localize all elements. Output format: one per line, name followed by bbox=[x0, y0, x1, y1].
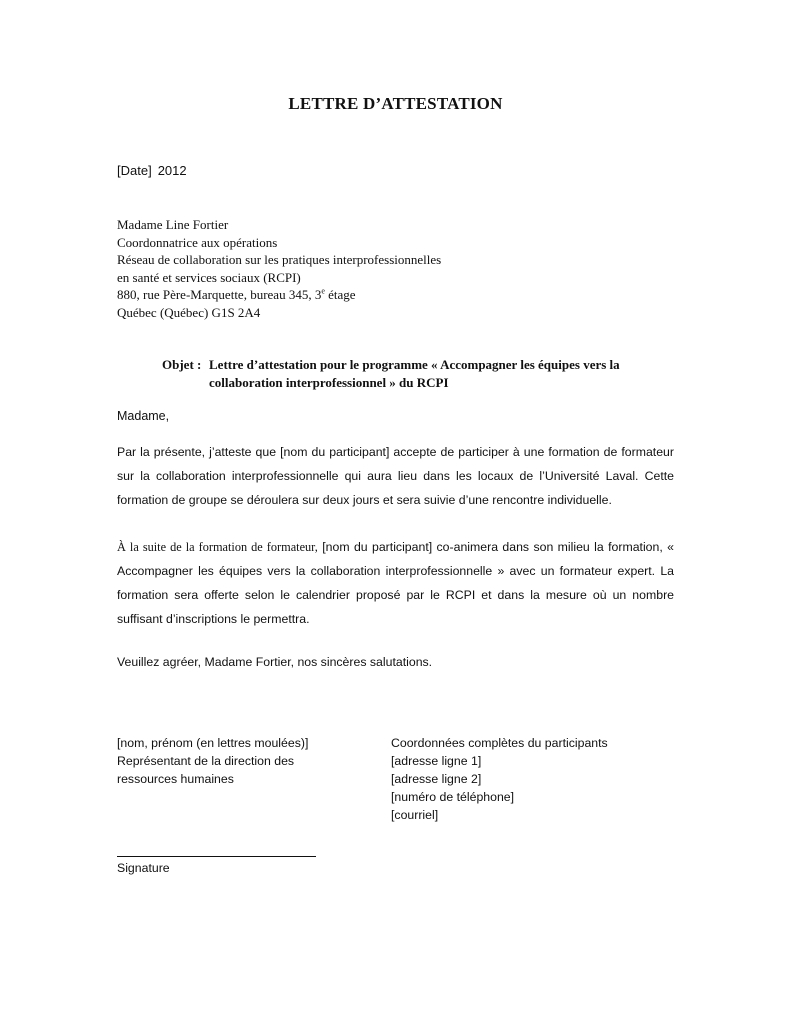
street-floor: étage bbox=[324, 287, 356, 303]
participant-email: [courriel] bbox=[391, 808, 439, 822]
body-paragraph-1: Par la présente, j’atteste que [nom du participant] accepte de participer à une formation de formateur sur la collaboration interprofessionnelle qui aura lieu dans les locaux de l’Université Laval. Cette formation de groupe se déroulera sur deux jours et sera suivie d’une rencontre individuelle. bbox=[117, 445, 674, 507]
participant-address-2: [adresse ligne 2] bbox=[391, 772, 482, 786]
signatory-title-line2: ressources humaines bbox=[117, 772, 234, 786]
paragraph-2-rest: [nom du participant] co-animera dans son milieu la formation, « Accompagner les équipes vers la collaboration interprofessionnelle » avec un formateur expert. La formation sera offerte selon le calendrier proposé par le RCPI et dans la mesure où un nombre suffisant d’inscriptions le permettra. bbox=[117, 540, 674, 626]
participant-contact-block bbox=[391, 734, 608, 824]
subject-label: Objet : bbox=[162, 357, 202, 372]
recipient-city: Québec (Québec) G1S 2A4 bbox=[117, 304, 261, 320]
recipient-name: Madame Line Fortier bbox=[117, 217, 229, 232]
recipient-street bbox=[117, 286, 441, 304]
recipient-org-line2: en santé et services sociaux (RCPI) bbox=[117, 269, 301, 285]
recipient-role: Coordonnatrice aux opérations bbox=[117, 234, 278, 250]
letter-date bbox=[117, 163, 187, 178]
participant-address-1: [adresse ligne 1] bbox=[391, 754, 482, 768]
recipient-address bbox=[117, 216, 441, 322]
participant-phone: [numéro de téléphone] bbox=[391, 790, 515, 804]
street-superscript: e bbox=[321, 287, 325, 297]
paragraph-2-lead: À la suite de la formation de formateur, bbox=[117, 540, 318, 554]
date-year: 2012 bbox=[157, 163, 187, 178]
signature-line bbox=[117, 856, 316, 857]
signatory-block bbox=[117, 734, 308, 788]
signatory-name: [nom, prénom (en lettres moulées)] bbox=[117, 736, 309, 750]
closing-formula: Veuillez agréer, Madame Fortier, nos sincères salutations. bbox=[117, 655, 433, 669]
letter-title: LETTRE D’ATTESTATION bbox=[288, 94, 503, 113]
street-main: 880, rue Père-Marquette, bureau 345, 3 bbox=[117, 287, 322, 303]
recipient-org-line1: Réseau de collaboration sur les pratiques interprofessionnelles bbox=[117, 252, 442, 268]
date-placeholder: [Date] bbox=[117, 163, 152, 178]
subject-text: Lettre d’attestation pour le programme « Accompagner les équipes vers la collaboration interprofessionnel » du RCPI bbox=[209, 357, 620, 390]
body-paragraph-2 bbox=[117, 535, 674, 631]
signatory-title-line1: Représentant de la direction des bbox=[117, 754, 295, 768]
participant-heading: Coordonnées complètes du participants bbox=[391, 736, 608, 750]
signature-label: Signature bbox=[117, 861, 170, 875]
salutation: Madame, bbox=[117, 409, 170, 423]
